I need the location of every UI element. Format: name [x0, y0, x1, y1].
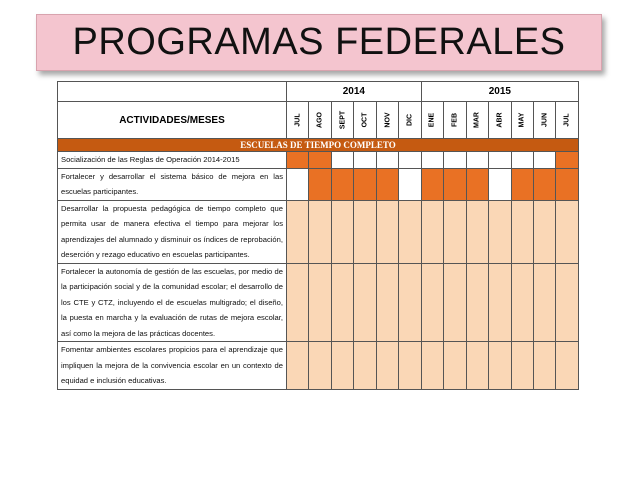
title-banner — [36, 14, 602, 71]
month-cell-dark — [466, 168, 488, 200]
month-label: SEPT — [339, 110, 347, 130]
month-label: JUL — [294, 113, 302, 127]
month-cell-dark — [309, 152, 331, 169]
section-header: ESCUELAS DE TIEMPO COMPLETO — [58, 139, 579, 152]
month-cell-empty — [331, 152, 353, 169]
month-header — [376, 102, 398, 139]
month-cell-light — [444, 263, 466, 342]
month-cell-light — [421, 200, 443, 263]
month-label: MAR — [473, 112, 481, 128]
month-label: DIC — [406, 113, 414, 127]
month-header — [511, 102, 533, 139]
month-cell-light — [466, 200, 488, 263]
month-cell-empty — [421, 152, 443, 169]
month-cell-light — [354, 200, 376, 263]
activity-rows — [58, 152, 579, 390]
activity-cell: Fortalecer y desarrollar el sistema básico de mejora en las escuelas participantes. — [58, 168, 287, 200]
activity-cell: Fomentar ambientes escolares propicios para el aprendizaje que impliquen la mejora de la convivencia escolar en un contexto de equidad e inclusión educativas. — [58, 342, 287, 390]
table-row — [58, 200, 579, 263]
month-header — [309, 102, 331, 139]
month-label: AGO — [316, 112, 324, 128]
month-label: JUL — [563, 113, 571, 127]
month-label: NOV — [384, 112, 392, 128]
month-cell-light — [556, 263, 579, 342]
activities-header: ACTIVIDADES/MESES — [58, 102, 287, 139]
table-row — [58, 263, 579, 342]
month-cell-light — [556, 342, 579, 390]
table-row — [58, 342, 579, 390]
month-cell-light — [399, 342, 421, 390]
month-cell-empty — [376, 152, 398, 169]
year-row — [58, 82, 579, 102]
month-cell-light — [489, 263, 511, 342]
month-cell-light — [287, 342, 309, 390]
year-header-spacer — [58, 82, 287, 102]
month-label: ENE — [428, 112, 436, 128]
month-cell-light — [556, 200, 579, 263]
month-cell-dark — [533, 168, 555, 200]
month-cell-light — [376, 263, 398, 342]
month-cell-empty — [489, 152, 511, 169]
month-cell-empty — [399, 168, 421, 200]
table-row — [58, 168, 579, 200]
month-cell-light — [533, 342, 555, 390]
month-cell-light — [421, 342, 443, 390]
month-cell-light — [399, 200, 421, 263]
month-header — [331, 102, 353, 139]
month-cell-empty — [354, 152, 376, 169]
month-cell-light — [489, 342, 511, 390]
month-cell-light — [331, 200, 353, 263]
month-cell-empty — [466, 152, 488, 169]
activity-cell: Fortalecer la autonomía de gestión de las escuelas, por medio de la participación social y de la comunidad escolar; el desarrollo de los CTE y CTZ, incluyendo el de escuelas multigrado; el diseño, la puesta en marcha y la evaluación de rutas de mejora escolar, así como la mejora de las prácticas docentes. — [58, 263, 287, 342]
month-label: OCT — [361, 112, 369, 128]
month-cell-dark — [376, 168, 398, 200]
month-cell-light — [287, 263, 309, 342]
month-cell-light — [511, 200, 533, 263]
month-label: MAY — [518, 112, 526, 128]
month-cell-light — [309, 200, 331, 263]
month-header — [466, 102, 488, 139]
month-header — [399, 102, 421, 139]
month-cell-light — [444, 200, 466, 263]
month-header — [354, 102, 376, 139]
year-header-2014: 2014 — [287, 82, 422, 102]
month-cell-dark — [354, 168, 376, 200]
month-cell-dark — [421, 168, 443, 200]
month-cell-dark — [511, 168, 533, 200]
month-cell-empty — [533, 152, 555, 169]
month-cell-light — [511, 342, 533, 390]
month-header — [421, 102, 443, 139]
month-cell-light — [331, 342, 353, 390]
month-cell-empty — [489, 168, 511, 200]
activity-cell: Desarrollar la propuesta pedagógica de tiempo completo que permita usar de manera efectiva el tiempo para mejorar los aprendizajes del alumnado y disminuir os índices de reprobación, deserción y rezago educativo en escuelas participantes. — [58, 200, 287, 263]
month-cell-dark — [287, 152, 309, 169]
month-cell-light — [309, 263, 331, 342]
month-cell-light — [399, 263, 421, 342]
month-cell-light — [421, 263, 443, 342]
month-cell-dark — [556, 152, 579, 169]
month-cell-light — [309, 342, 331, 390]
month-cell-light — [354, 342, 376, 390]
month-row — [58, 102, 579, 139]
month-cell-empty — [444, 152, 466, 169]
month-header — [444, 102, 466, 139]
section-row — [58, 139, 579, 152]
month-cell-light — [466, 342, 488, 390]
month-label: FEB — [451, 113, 459, 127]
activity-cell: Socialización de las Reglas de Operación 2014-2015 — [58, 152, 287, 169]
month-cell-dark — [331, 168, 353, 200]
month-cell-dark — [556, 168, 579, 200]
month-header — [489, 102, 511, 139]
month-cell-light — [533, 263, 555, 342]
month-header — [556, 102, 579, 139]
schedule-table — [57, 81, 579, 390]
month-cell-dark — [309, 168, 331, 200]
year-header-2015: 2015 — [421, 82, 578, 102]
month-cell-light — [533, 200, 555, 263]
month-cell-light — [466, 263, 488, 342]
month-cell-light — [511, 263, 533, 342]
page-title: PROGRAMAS FEDERALES — [72, 21, 566, 63]
month-cell-light — [489, 200, 511, 263]
month-cell-light — [287, 200, 309, 263]
month-cell-empty — [399, 152, 421, 169]
month-cell-empty — [287, 168, 309, 200]
month-label: ABR — [496, 112, 504, 128]
month-cell-light — [354, 263, 376, 342]
month-cell-light — [376, 200, 398, 263]
month-cell-light — [376, 342, 398, 390]
month-cell-light — [331, 263, 353, 342]
month-cell-dark — [444, 168, 466, 200]
month-cell-light — [444, 342, 466, 390]
table-row — [58, 152, 579, 169]
month-label: JUN — [541, 112, 549, 128]
month-header — [287, 102, 309, 139]
month-cell-empty — [511, 152, 533, 169]
month-header — [533, 102, 555, 139]
